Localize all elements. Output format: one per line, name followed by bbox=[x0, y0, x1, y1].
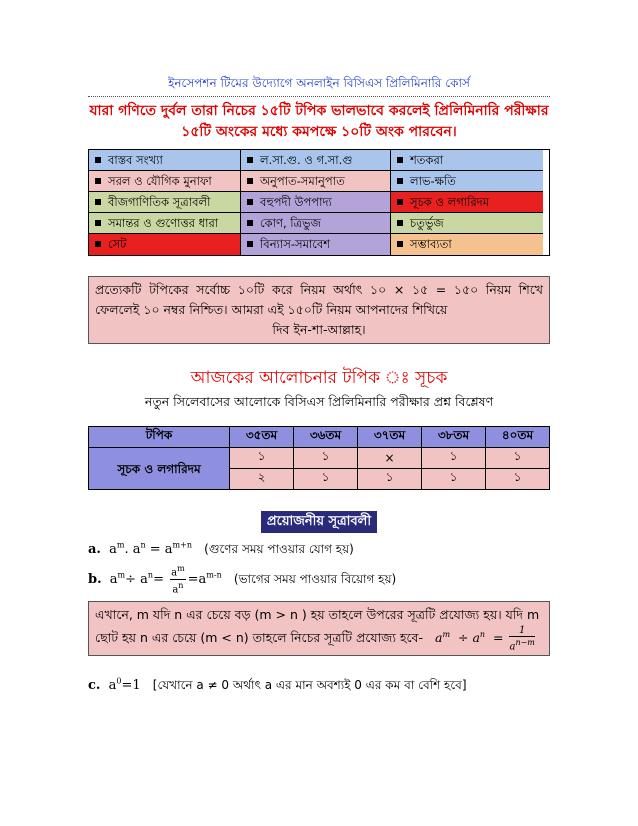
exam-table-cell: ১ bbox=[293, 448, 357, 469]
formula-b-label: b. bbox=[88, 571, 102, 587]
formula-b-note: (ভাগের সময় পাওয়ার বিয়োগ হয়) bbox=[233, 571, 397, 586]
topic-label: শতকরা bbox=[410, 153, 444, 167]
exam-table-header: ৩৭তম bbox=[358, 427, 422, 448]
formula-c-note: [যেখানে a ≠ 0 অর্থাৎ a এর মান অবশ্যই 0 এর কম বা বেশি হবে] bbox=[152, 677, 467, 692]
topic-label: ল.সা.গু. ও গ.সা.গু bbox=[260, 153, 353, 167]
exam-table-cell: ১ bbox=[486, 448, 550, 469]
formula-b-expression: $a^m\div a^n=$ $\frac{a^m}{a^n}$ $=a^{m-n}$ bbox=[109, 564, 222, 595]
exam-table-header: ৩৮তম bbox=[422, 427, 486, 448]
topic-cell bbox=[241, 171, 391, 192]
square-bullet-icon bbox=[247, 241, 253, 247]
topic-cell bbox=[89, 234, 241, 255]
topic-label: সূচক ও লগারিদম bbox=[410, 195, 490, 209]
square-bullet-icon bbox=[397, 157, 403, 163]
exam-table-cell: ১ bbox=[422, 469, 486, 490]
exam-table-topic: সূচক ও লগারিদম bbox=[89, 448, 230, 490]
square-bullet-icon bbox=[397, 220, 403, 226]
today-topic-heading: আজকের আলোচনার টপিক ঃ সূচক bbox=[190, 368, 448, 388]
square-bullet-icon bbox=[95, 220, 101, 226]
topic-label: সরল ও যৌগিক মুনাফা bbox=[108, 174, 212, 188]
explain-box bbox=[88, 601, 550, 656]
square-bullet-icon bbox=[397, 199, 403, 205]
topic-cell bbox=[391, 150, 543, 171]
formula-a bbox=[88, 535, 550, 561]
analysis-subtitle: নতুন সিলেবাসের আলোকে বিসিএস প্রিলিমিনারি পরীক্ষার প্রশ্ন বিশ্লেষণ bbox=[144, 394, 494, 409]
topic-label: সম্ভাব্যতা bbox=[410, 237, 452, 251]
topic-cell bbox=[89, 192, 241, 213]
exam-table-header: টপিক bbox=[89, 427, 230, 448]
topic-cell bbox=[89, 213, 241, 234]
exam-table-cell: ১ bbox=[486, 469, 550, 490]
square-bullet-icon bbox=[247, 220, 253, 226]
topic-label: বহুপদী উপপাদ্য bbox=[260, 195, 332, 209]
formula-a-note: (গুণের সময় পাওয়ার যোগ হয়) bbox=[204, 542, 354, 557]
formula-c-expression: $a^0=1$ bbox=[108, 676, 141, 693]
topic-grid bbox=[88, 149, 550, 256]
rule-box-line1: প্রত্যেকটি টপিকের সর্বোচ্চ ১০টি করে নিয়ম অর্থাৎ ১০ × ১৫ = ১৫০ নিয়ম শিখে ফেললেই ১০ নম্বর নিশ্চিত। আমরা এই ১৫০টি নিয়ম আপনাদের শিখিয়ে bbox=[95, 282, 543, 317]
exam-table-cell: ১ bbox=[293, 469, 357, 490]
topic-label: বাস্তব সংখ্যা bbox=[108, 153, 163, 167]
formula-a-label: a. bbox=[88, 542, 101, 558]
exam-table-header: ৩৬তম bbox=[293, 427, 357, 448]
exam-table-header-row bbox=[89, 427, 550, 448]
topic-label: অনুপাত-সমানুপাত bbox=[260, 174, 345, 188]
reciprocal-formula: $a^m \div a^n$ = $\frac{1}{a^{n-m}}$ bbox=[435, 624, 535, 653]
square-bullet-icon bbox=[247, 157, 253, 163]
exam-table-cell: ১ bbox=[422, 448, 486, 469]
topic-label: সেট bbox=[108, 237, 127, 251]
exam-analysis-table bbox=[88, 426, 550, 490]
formula-a-expression: $a^m$. $a^n = a^{m+n}$ bbox=[109, 541, 192, 558]
exam-table-header: ৩৫তম bbox=[230, 427, 294, 448]
square-bullet-icon bbox=[247, 199, 253, 205]
topic-label: সমান্তর ও গুণোত্তর ধারা bbox=[108, 216, 219, 230]
topic-cell bbox=[241, 192, 391, 213]
topic-cell bbox=[89, 150, 241, 171]
square-bullet-icon bbox=[397, 178, 403, 184]
topic-cell bbox=[391, 171, 543, 192]
document-page bbox=[88, 74, 550, 697]
intro-text: যারা গণিতে দুর্বল তারা নিচের ১৫টি টপিক ভালভাবে করলেই প্রিলিমিনারি পরীক্ষার ১৫টি অংকের মধ্যে কমপক্ষে ১০টি অংক পারবেন। bbox=[89, 103, 549, 140]
topic-cell bbox=[241, 234, 391, 255]
rule-box-line2: দিব ইন-শা-আল্লাহ। bbox=[272, 322, 366, 337]
topic-cell bbox=[89, 171, 241, 192]
rule-box bbox=[88, 276, 550, 344]
square-bullet-icon bbox=[95, 178, 101, 184]
exam-table-row bbox=[89, 448, 550, 469]
square-bullet-icon bbox=[95, 241, 101, 247]
topic-cell bbox=[391, 192, 543, 213]
exam-table-cell: ১ bbox=[358, 469, 422, 490]
exam-table-header: ৪০তম bbox=[486, 427, 550, 448]
formula-title-wrap bbox=[88, 510, 550, 533]
course-header: ইনসেপশন টিমের উদ্যোগে অনলাইন বিসিএস প্রিলিমিনারি কোর্স bbox=[88, 74, 550, 97]
formula-c-label: c. bbox=[88, 677, 101, 693]
topic-cell bbox=[391, 213, 543, 234]
topic-label: লাভ-ক্ষতি bbox=[410, 174, 456, 188]
exam-table-cell: ১ bbox=[230, 448, 294, 469]
topic-label: বীজগাণিতিক সূত্রাবলী bbox=[108, 195, 211, 209]
topic-cell bbox=[241, 213, 391, 234]
square-bullet-icon bbox=[95, 157, 101, 163]
square-bullet-icon bbox=[247, 178, 253, 184]
explain-text-end: প্রযোজ্য হবে- bbox=[356, 630, 424, 646]
square-bullet-icon bbox=[397, 241, 403, 247]
formula-b bbox=[88, 563, 550, 595]
explain-text: এখানে, m যদি n এর চেয়ে বড় (m > n ) হয় তাহলে উপরের সূত্রটি প্রযোজ্য হয়। যদি m ছোট হয় n এর চেয়ে (m < n) তাহলে নিচের সূত্রটি bbox=[95, 606, 540, 646]
exam-table-cell: × bbox=[358, 448, 422, 469]
topic-label: বিন্যাস-সমাবেশ bbox=[260, 237, 331, 251]
topic-cell bbox=[241, 150, 391, 171]
exam-table-cell: ২ bbox=[230, 469, 294, 490]
formula-title: প্রয়োজনীয় সূত্রাবলী bbox=[261, 511, 377, 533]
formula-c bbox=[88, 670, 550, 696]
topic-label: কোণ, ত্রিভুজ bbox=[260, 216, 321, 230]
topic-label: চতুর্ভুজ bbox=[410, 216, 444, 230]
topic-cell bbox=[391, 234, 543, 255]
square-bullet-icon bbox=[95, 199, 101, 205]
